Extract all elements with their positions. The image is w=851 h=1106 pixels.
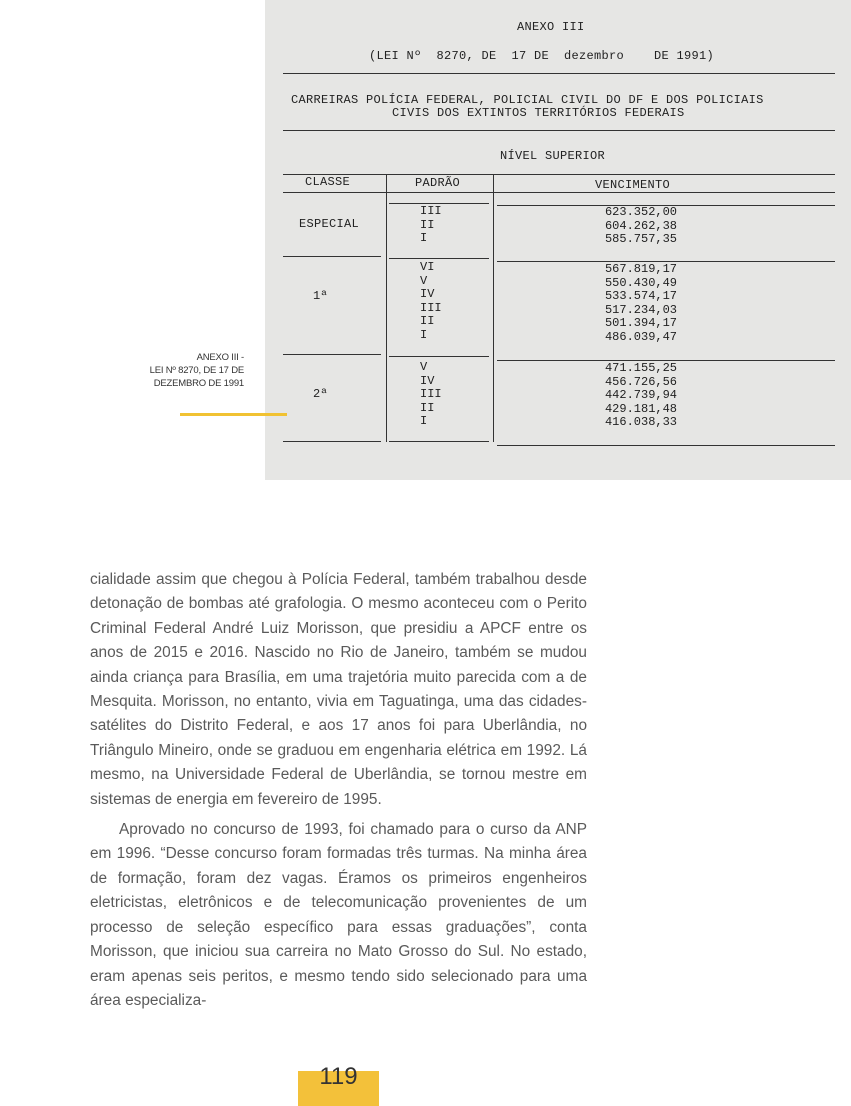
vencimento-cell: 517.234,03 bbox=[604, 302, 677, 317]
caption-line: ANEXO III - bbox=[196, 352, 244, 363]
padrao-cell: I bbox=[420, 231, 428, 246]
padrao-column-especial bbox=[420, 205, 460, 246]
vencimento-cell: 623.352,00 bbox=[604, 205, 677, 219]
vencimento-cell: 416.038,33 bbox=[604, 415, 677, 430]
divider bbox=[283, 441, 381, 442]
vencimento-cell: 533.574,17 bbox=[604, 289, 677, 304]
padrao-cell: II bbox=[420, 217, 435, 232]
annex-careers-line2: CIVIS DOS EXTINTOS TERRITÓRIOS FEDERAIS bbox=[392, 106, 685, 120]
padrao-cell: I bbox=[420, 414, 428, 429]
annex-title: ANEXO III bbox=[517, 20, 585, 34]
padrao-cell: V bbox=[420, 360, 428, 374]
paragraph: Aprovado no concurso de 1993, foi chamado para o curso da ANP em 1996. “Desse concurso foram formadas três turmas. Na minha área de formação, foram dez vagas. Éramos os primeiros engenheiros eletricistas, eletrônicos e de telecomunicação provenientes de um processo de seleção específico para essas graduações”, conta Morisson, que iniciou sua carreira no Mato Grosso do Sul. No estado, eram apenas seis peritos, e mesmo tendo sido selecionado para uma área especializa- bbox=[90, 821, 587, 1009]
annex-level: NÍVEL SUPERIOR bbox=[500, 149, 606, 163]
divider bbox=[389, 441, 489, 442]
vencimento-cell: 429.181,48 bbox=[604, 401, 677, 416]
divider bbox=[283, 73, 835, 74]
padrao-column-segunda bbox=[420, 361, 460, 429]
caption-accent-rule bbox=[180, 413, 287, 416]
divider bbox=[283, 130, 835, 131]
column-divider bbox=[493, 174, 494, 442]
padrao-cell: III bbox=[420, 300, 442, 315]
padrao-cell: IV bbox=[420, 287, 435, 302]
article-body bbox=[90, 568, 587, 1013]
vencimento-column-especial bbox=[575, 206, 677, 247]
padrao-cell: II bbox=[420, 314, 435, 329]
caption-line: DEZEMBRO DE 1991 bbox=[153, 378, 244, 389]
classe-primeira: 1ª bbox=[313, 289, 329, 303]
column-divider bbox=[386, 174, 387, 442]
padrao-cell: V bbox=[420, 273, 428, 288]
padrao-cell: II bbox=[420, 400, 435, 415]
annex-careers-line1: CARREIRAS POLÍCIA FEDERAL, POLICIAL CIVIL DO DF E DOS POLICIAIS bbox=[291, 93, 764, 107]
table-header-top-rule bbox=[283, 174, 835, 175]
header-classe: CLASSE bbox=[305, 175, 351, 189]
vencimento-cell: 550.430,49 bbox=[604, 275, 677, 290]
vencimento-cell: 486.039,47 bbox=[604, 329, 677, 344]
padrao-cell: IV bbox=[420, 373, 435, 388]
divider bbox=[283, 256, 381, 257]
vencimento-cell: 501.394,17 bbox=[604, 316, 677, 331]
padrao-cell: III bbox=[420, 387, 442, 402]
vencimento-cell: 567.819,17 bbox=[604, 262, 677, 276]
divider bbox=[389, 258, 489, 259]
divider bbox=[283, 354, 381, 355]
vencimento-cell: 585.757,35 bbox=[604, 232, 677, 247]
padrao-cell: I bbox=[420, 327, 428, 342]
padrao-cell: VI bbox=[420, 260, 435, 274]
classe-segunda: 2ª bbox=[313, 387, 329, 401]
divider bbox=[389, 356, 489, 357]
divider bbox=[497, 445, 835, 446]
vencimento-cell: 604.262,38 bbox=[604, 218, 677, 233]
scanned-annex-document bbox=[265, 0, 851, 480]
table-header-bottom-rule bbox=[283, 192, 835, 193]
header-padrao: PADRÃO bbox=[415, 176, 461, 190]
padrao-column-primeira bbox=[420, 261, 460, 343]
padrao-cell: III bbox=[420, 204, 442, 218]
annex-law-reference: (LEI Nº 8270, DE 17 DE dezembro DE 1991) bbox=[369, 49, 715, 63]
vencimento-column-segunda bbox=[575, 362, 677, 430]
classe-especial: ESPECIAL bbox=[299, 217, 360, 231]
vencimento-cell: 442.739,94 bbox=[604, 388, 677, 403]
paragraph: cialidade assim que chegou à Polícia Federal, também trabalhou desde detonação de bombas até grafologia. O mesmo aconteceu com o Perito Criminal Federal André Luiz Morisson, que presidiu a APCF entre os anos de 2015 e 2016. Nascido no Rio de Janeiro, também se mudou ainda criança para Brasília, em uma trajetória muito parecida com a de Mesquita. Morisson, no entanto, vivia em Taguatinga, uma das cidades-satélites do Distrito Federal, e aos 17 anos foi para Uberlândia, no Triângulo Mineiro, onde se graduou em engenharia elétrica em 1992. Lá mesmo, na Universidade Federal de Uberlândia, se tornou mestre em sistemas de energia em fevereiro de 1995. bbox=[90, 571, 587, 808]
image-caption bbox=[44, 351, 244, 390]
header-vencimento: VENCIMENTO bbox=[595, 178, 671, 192]
vencimento-cell: 471.155,25 bbox=[604, 361, 677, 375]
caption-line: LEI Nº 8270, DE 17 DE bbox=[149, 365, 244, 376]
page-number: 119 bbox=[298, 1071, 379, 1106]
vencimento-cell: 456.726,56 bbox=[604, 374, 677, 389]
vencimento-column-primeira bbox=[575, 263, 677, 345]
